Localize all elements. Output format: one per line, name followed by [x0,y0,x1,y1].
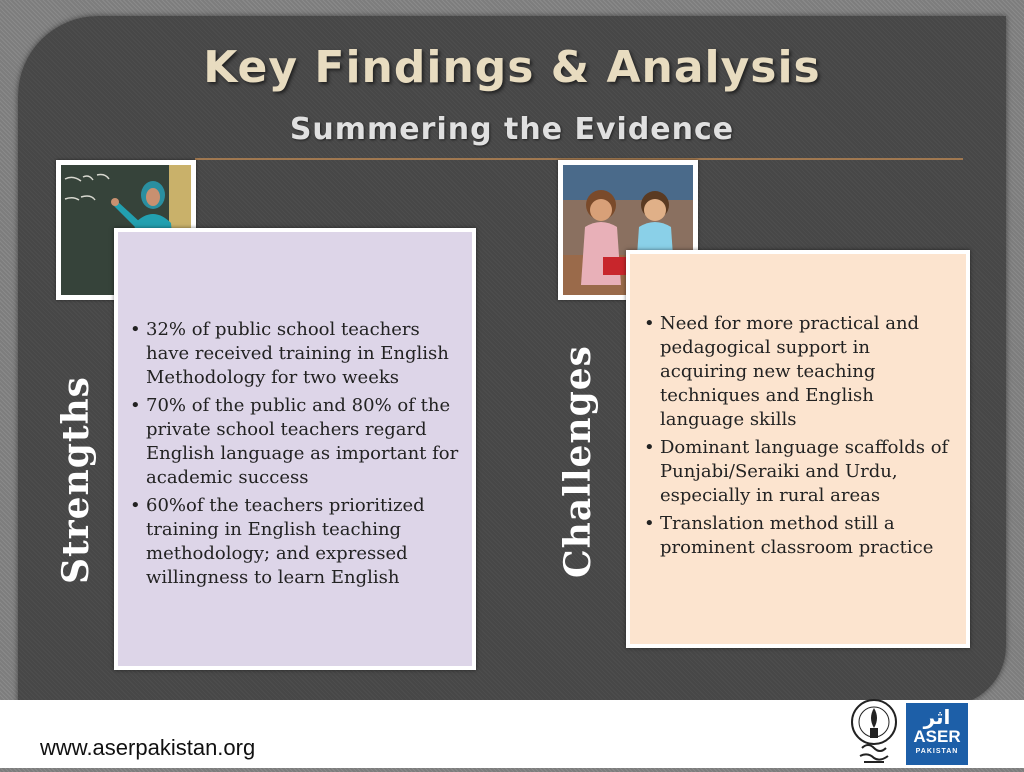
website-link[interactable]: www.aserpakistan.org [40,735,256,760]
idara-emblem-icon [848,698,900,768]
list-item: • 60%of the teachers prioritized training in English teaching methodology; and expressed willingness to learn English [124,494,468,590]
aser-country-text: PAKISTAN [906,748,968,755]
list-item: • Translation method still a prominent classroom practice [638,512,962,560]
challenges-heading: Challenges [557,345,599,578]
list-item: • Dominant language scaffolds of Punjabi/Seraiki and Urdu, especially in rural areas [638,436,962,508]
list-item: • Need for more practical and pedagogical support in acquiring new teaching techniques and English language skills [638,312,962,432]
idara-logo [848,698,900,768]
list-item: • 70% of the public and 80% of the private school teachers regard English language as important for academic success [124,394,468,490]
aser-logo [906,703,968,765]
aser-name-text: ASER [913,727,961,746]
list-item: • 32% of public school teachers have received training in English Methodology for two weeks [124,318,468,390]
aser-urdu-text: اثر [923,705,951,729]
strengths-list [124,318,468,594]
challenges-list [638,312,962,564]
slide-subtitle: Summering the Evidence [289,112,735,147]
strengths-heading: Strengths [55,376,97,584]
slide-title: Key Findings & Analysis [203,42,821,93]
